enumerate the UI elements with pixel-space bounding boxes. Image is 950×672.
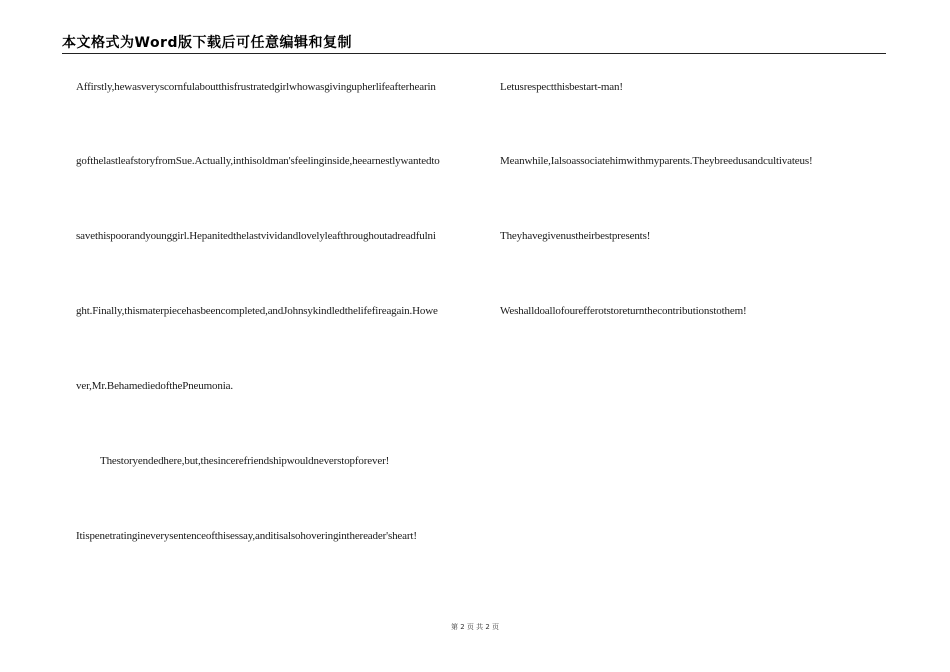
page-number: 第 2 页 共 2 页 bbox=[450, 623, 500, 631]
paragraph-line: ght.Finally,thismaterpiecehasbeencompleted,andJohnsykindledthelifefireagain.Howe bbox=[76, 305, 438, 317]
header-divider bbox=[62, 53, 886, 54]
paragraph-line: gofthelastleafstoryfromSue.Actually,inthisoldman'sfeelinginside,heearnestlywantedto bbox=[76, 155, 440, 167]
paragraph-line: Thestoryendedhere,but,thesincerefriendshipwouldneverstopforever! bbox=[100, 455, 390, 467]
page-header bbox=[62, 34, 886, 54]
paragraph-line: Weshalldoallofourefferotstoreturnthecontributionstothem! bbox=[500, 305, 747, 317]
header-title: 本文格式为Word版下载后可任意编辑和复制 bbox=[62, 35, 352, 51]
paragraph-line: Theyhavegivenustheirbestpresents! bbox=[500, 230, 651, 242]
paragraph-line: Letusrespectthisbestart-man! bbox=[500, 81, 623, 93]
paragraph-line: savethispoorandyounggirl.Hepanitedthelastvividandlovelyleafthroughoutadreadfulni bbox=[76, 230, 436, 242]
paragraph-line: ver,Mr.BehamediedofthePneumonia. bbox=[76, 380, 233, 392]
paragraph-line: Affirstly,hewasveryscornfulaboutthisfrustratedgirlwhowasgivingupherlifeafterhearin bbox=[76, 81, 436, 93]
paragraph-line: Meanwhile,Ialsoassociatehimwithmyparents.Theybreedusandcultivateus! bbox=[500, 155, 813, 167]
paragraph-line: Itispenetratingineverysentenceofthisessay,anditisalsohoveringinthereader'sheart! bbox=[76, 530, 417, 542]
